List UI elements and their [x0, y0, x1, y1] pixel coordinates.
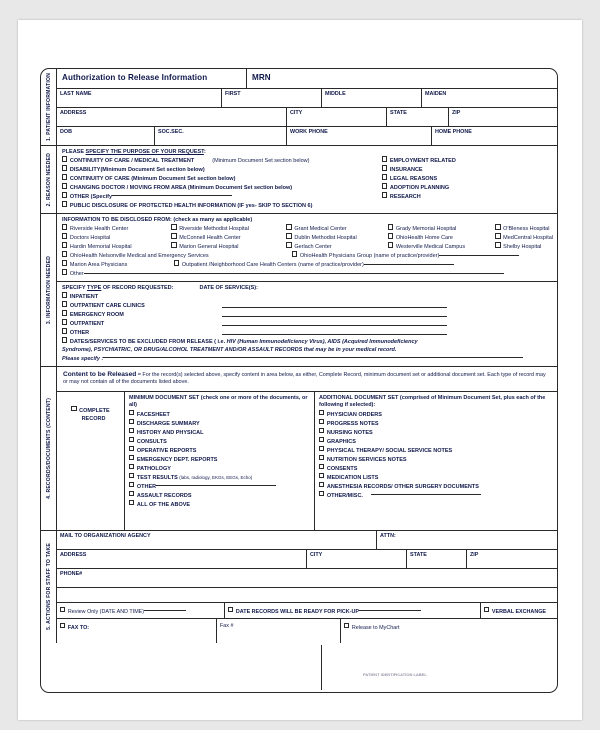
- field-mail-city[interactable]: CITY: [307, 550, 407, 568]
- section-1-side-label: 1. PATIENT INFORMATION: [41, 69, 57, 145]
- checkbox-icon[interactable]: [62, 328, 67, 333]
- reason-option[interactable]: INSURANCE: [382, 165, 532, 174]
- date-of-service-input[interactable]: [222, 301, 447, 308]
- document-option[interactable]: NUTRITION SERVICES NOTES: [319, 455, 553, 464]
- checkbox-icon[interactable]: [129, 410, 134, 415]
- section-information-needed: [41, 214, 557, 367]
- facility-option[interactable]: OhioHealth Home Care: [388, 233, 495, 242]
- option-release-mychart[interactable]: Release to MyChart: [341, 619, 400, 643]
- checkbox-icon[interactable]: [319, 428, 324, 433]
- other-facility-input[interactable]: [84, 273, 504, 274]
- section-reason-needed: [41, 146, 557, 214]
- checkbox-icon[interactable]: [62, 251, 67, 256]
- section-4-side-label: 4. RECORDS/DOCUMENTS (CONTENT): [41, 367, 57, 530]
- checkbox-icon[interactable]: [62, 233, 67, 238]
- document-option[interactable]: PATHOLOGY: [129, 464, 310, 473]
- checkbox-icon[interactable]: [319, 482, 324, 487]
- field-maiden-name[interactable]: MAIDEN: [425, 91, 447, 97]
- reason-option[interactable]: EMPLOYMENT RELATED: [382, 156, 532, 165]
- document-option[interactable]: OPERATIVE REPORTS: [129, 446, 310, 455]
- checkbox-icon[interactable]: [129, 500, 134, 505]
- field-first-name[interactable]: FIRST: [222, 89, 322, 107]
- checkbox-icon[interactable]: [129, 428, 134, 433]
- field-mail-address[interactable]: ADDRESS: [57, 550, 307, 568]
- record-type-option[interactable]: OTHER: [62, 328, 222, 337]
- record-type-heading: SPECIFY TYPE OF RECORD REQUESTED: DATE OF SERVICE(S):: [62, 285, 258, 292]
- reason-option[interactable]: LEGAL REASONS: [382, 174, 532, 183]
- checkbox-icon[interactable]: [319, 455, 324, 460]
- facility-option[interactable]: Doctors Hospital: [62, 233, 171, 242]
- section-2-side-label: 2. REASON NEEDED: [41, 146, 57, 213]
- complete-record-option[interactable]: COMPLETE RECORD: [57, 392, 125, 530]
- checkbox-icon[interactable]: [495, 242, 500, 247]
- exclusion-specify-input[interactable]: [103, 357, 523, 358]
- checkbox-icon[interactable]: [62, 269, 67, 274]
- checkbox-icon[interactable]: [319, 446, 324, 451]
- checkbox-icon[interactable]: [292, 251, 297, 256]
- document-page: [18, 20, 582, 720]
- checkbox-icon[interactable]: [495, 224, 500, 229]
- field-attn[interactable]: ATTN:: [380, 532, 396, 539]
- checkbox-icon[interactable]: [319, 491, 324, 496]
- checkbox-icon[interactable]: [171, 242, 176, 247]
- field-mail-phone[interactable]: PHONE#: [60, 570, 83, 577]
- checkbox-icon[interactable]: [129, 419, 134, 424]
- section-patient-information: [41, 69, 557, 146]
- checkbox-icon[interactable]: [62, 165, 67, 170]
- facility-option[interactable]: Marion General Hospital: [171, 242, 286, 251]
- review-only-input[interactable]: [144, 610, 186, 611]
- content-banner: Content to be Released = For the record(s) selected above, specify content in area below, as either, Complete Record, minimum document set or additional document set. Each type of record may or may not contain all of the documents listed above.: [63, 370, 546, 386]
- field-home-phone[interactable]: HOME PHONE: [435, 129, 472, 135]
- record-type-option[interactable]: OUTPATIENT: [62, 319, 222, 328]
- checkbox-icon[interactable]: [228, 607, 233, 612]
- facility-option[interactable]: OhioHealth Nelsonville Medical and Emergency Services: [62, 251, 292, 260]
- facility-option-other[interactable]: Other: [62, 269, 553, 278]
- checkbox-icon[interactable]: [382, 183, 387, 188]
- facility-option[interactable]: Riverside Health Center: [62, 224, 171, 233]
- checkbox-icon[interactable]: [62, 301, 67, 306]
- checkbox-icon[interactable]: [171, 233, 176, 238]
- field-mail-state[interactable]: STATE: [407, 550, 467, 568]
- checkbox-icon[interactable]: [62, 337, 67, 342]
- checkbox-icon[interactable]: [62, 242, 67, 247]
- option-review-only[interactable]: Review Only (DATE AND TIME): [57, 603, 225, 618]
- spacer-row: [57, 588, 557, 602]
- checkbox-icon[interactable]: [62, 310, 67, 315]
- document-option[interactable]: DISCHARGE SUMMARY: [129, 419, 310, 428]
- reason-option[interactable]: ADOPTION PLANNING: [382, 183, 532, 192]
- exclusion-specify: Please specify :: [62, 355, 553, 363]
- reason-option[interactable]: CONTINUITY OF CARE / MEDICAL TREATMENT (Minimum Document Set section below): [62, 156, 382, 165]
- checkbox-icon[interactable]: [382, 165, 387, 170]
- checkbox-icon[interactable]: [62, 260, 67, 265]
- document-option[interactable]: HISTORY AND PHYSICAL: [129, 428, 310, 437]
- document-option-other[interactable]: OTHER: [129, 482, 310, 491]
- patient-identification-label: PATIENT IDENTIFICATION LABEL: [363, 672, 427, 677]
- checkbox-icon[interactable]: [484, 607, 489, 612]
- document-option[interactable]: ASSAULT RECORDS: [129, 491, 310, 500]
- checkbox-icon[interactable]: [319, 410, 324, 415]
- document-option-other-misc[interactable]: OTHER/MISC.: [319, 491, 553, 500]
- document-option[interactable]: MEDICATION LISTS: [319, 473, 553, 482]
- checkbox-icon[interactable]: [62, 201, 67, 206]
- checkbox-icon[interactable]: [62, 156, 67, 161]
- field-work-phone[interactable]: WORK PHONE: [287, 127, 432, 145]
- reason-option[interactable]: CHANGING DOCTOR / MOVING FROM AREA (Minimum Document Set section below): [62, 183, 382, 192]
- checkbox-icon[interactable]: [129, 482, 134, 487]
- document-option[interactable]: ALL OF THE ABOVE: [129, 500, 310, 509]
- checkbox-icon[interactable]: [388, 242, 393, 247]
- date-ready-input[interactable]: [359, 610, 421, 611]
- document-option[interactable]: PROGRESS NOTES: [319, 419, 553, 428]
- section-actions-for-staff: [41, 531, 557, 643]
- physicians-group-input[interactable]: [439, 255, 519, 256]
- field-dob[interactable]: DOB: [57, 127, 155, 145]
- field-ssn[interactable]: SOC.SEC.: [155, 127, 287, 145]
- facility-option[interactable]: Grant Medical Center: [286, 224, 387, 233]
- additional-other-input[interactable]: [371, 494, 481, 495]
- field-city[interactable]: CITY: [287, 108, 387, 126]
- mrn-field[interactable]: MRN: [252, 73, 271, 82]
- facility-option[interactable]: MedCentral Hospital: [495, 233, 553, 242]
- field-fax-number[interactable]: Fax #: [217, 619, 341, 643]
- checkbox-icon[interactable]: [319, 464, 324, 469]
- checkbox-icon[interactable]: [286, 242, 291, 247]
- other-reason-input[interactable]: [112, 195, 232, 196]
- field-mail-zip[interactable]: ZIP: [470, 551, 479, 558]
- checkbox-icon[interactable]: [62, 192, 67, 197]
- section-5-side-label: 5. ACTIONS FOR STAFF TO TAKE: [41, 531, 57, 643]
- checkbox-icon[interactable]: [495, 233, 500, 238]
- checkbox-icon[interactable]: [62, 319, 67, 324]
- field-middle-name[interactable]: MIDDLE: [322, 89, 422, 107]
- facility-option[interactable]: Grady Memorial Hospital: [388, 224, 495, 233]
- document-option[interactable]: PHYSICAL THERAPY/ SOCIAL SERVICE NOTES: [319, 446, 553, 455]
- checkbox-icon[interactable]: [171, 224, 176, 229]
- checkbox-icon[interactable]: [174, 260, 179, 265]
- facility-option[interactable]: Shelby Hospital: [495, 242, 553, 251]
- checkbox-icon[interactable]: [62, 292, 67, 297]
- checkbox-icon[interactable]: [129, 455, 134, 460]
- checkbox-icon[interactable]: [129, 464, 134, 469]
- date-of-service-input[interactable]: [222, 328, 447, 335]
- checkbox-icon[interactable]: [129, 473, 134, 478]
- authorization-form: [40, 68, 558, 693]
- facility-option[interactable]: Riverside Methodist Hospital: [171, 224, 286, 233]
- field-state[interactable]: STATE: [387, 108, 449, 126]
- checkbox-icon[interactable]: [382, 174, 387, 179]
- document-option[interactable]: CONSULTS: [129, 437, 310, 446]
- minimum-other-input[interactable]: [156, 485, 276, 486]
- checkbox-icon[interactable]: [71, 406, 76, 411]
- checkbox-icon[interactable]: [344, 623, 349, 628]
- record-type-option[interactable]: EMERGENCY ROOM: [62, 310, 222, 319]
- checkbox-icon[interactable]: [129, 446, 134, 451]
- form-title: Authorization to Release Information: [57, 69, 247, 88]
- checkbox-icon[interactable]: [62, 174, 67, 179]
- document-option-test-results[interactable]: TEST RESULTS (labs, radiology, EKGs, EEGs, Echo): [129, 473, 310, 482]
- outpatient-centers-input[interactable]: [364, 264, 454, 265]
- section-records-documents: [41, 367, 557, 531]
- field-zip[interactable]: ZIP: [452, 110, 461, 116]
- exclusion-statement[interactable]: DATES/SERVICES TO BE EXCLUDED FROM RELEASE ( i.e. HIV (Human Immunodeficiency Virus), AIDS (Acquired Immunodeficiency: [62, 337, 553, 346]
- checkbox-icon[interactable]: [382, 156, 387, 161]
- checkbox-icon[interactable]: [388, 224, 393, 229]
- reason-option-public-disclosure[interactable]: PUBLIC DISCLOSURE OF PROTECTED HEALTH INFORMATION (IF yes- SKIP TO SECTION 6): [62, 201, 553, 210]
- checkbox-icon[interactable]: [382, 192, 387, 197]
- field-fax-to[interactable]: FAX TO:: [57, 619, 217, 643]
- additional-document-set: ADDITIONAL DOCUMENT SET (comprised of Minimum Document Set, plus each of the following if selected): PHYSICIAN ORDERS PROGRESS NOTES NURSING NOTES GRAPHICS PHYSICAL THERAPY/ SOCIAL SERVICE NOTES NUTRITION SERVICES NOTES CONSENTS MEDICATION LISTS ANESTHESIA RECORDS/ OTHER SURGERY DOCUMENTS OTHER/MISC.: [315, 392, 557, 530]
- section-3-side-label: 3. INFORMATION NEEDED: [41, 214, 57, 366]
- document-option[interactable]: ANESTHESIA RECORDS/ OTHER SURGERY DOCUMENTS: [319, 482, 553, 491]
- facility-option[interactable]: O'Bleness Hospital: [495, 224, 553, 233]
- document-option[interactable]: FACESHEET: [129, 410, 310, 419]
- facility-option[interactable]: Gerlach Center: [286, 242, 387, 251]
- minimum-document-set: MINIMUM DOCUMENT SET (check one or more of the documents, or all) FACESHEET DISCHARGE SUMMARY HISTORY AND PHYSICAL CONSULTS OPERATIVE REPORTS EMERGENCY DEPT. REPORTS PATHOLOGY TEST RESULTS (labs, radiology, EKGs, EEGs, Echo) OTHER ASSAULT RECORDS ALL OF THE ABOVE: [125, 392, 315, 530]
- reason-option[interactable]: CONTINUITY OF CARE (Minimum Document Set section below): [62, 174, 382, 183]
- field-address[interactable]: ADDRESS: [57, 108, 287, 126]
- date-of-service-input[interactable]: [222, 319, 447, 326]
- facility-row: [62, 224, 553, 251]
- document-option[interactable]: EMERGENCY DEPT. REPORTS: [129, 455, 310, 464]
- checkbox-icon[interactable]: [62, 183, 67, 188]
- disclosure-heading: INFORMATION TO BE DISCLOSED FROM: (check as many as applicable): [62, 217, 253, 224]
- document-option[interactable]: CONSENTS: [319, 464, 553, 473]
- reason-option-other[interactable]: OTHER (Specify: [62, 192, 382, 201]
- facility-option[interactable]: Dublin Methodist Hospital: [286, 233, 387, 242]
- facility-option-physicians-group[interactable]: OhioHealth Physicians Group (name of practice/provider): [292, 251, 519, 260]
- document-option[interactable]: PHYSICIAN ORDERS: [319, 410, 553, 419]
- checkbox-icon[interactable]: [62, 224, 67, 229]
- record-type-option[interactable]: OUTPATIENT CARE CLINICS: [62, 301, 222, 310]
- footer-divider: [321, 645, 322, 690]
- facility-option[interactable]: Hardin Memorial Hospital: [62, 242, 171, 251]
- checkbox-icon[interactable]: [129, 491, 134, 496]
- reason-option[interactable]: DISABILITY(Minimum Document Set section below): [62, 165, 382, 174]
- facility-option[interactable]: Marion Area Physicians: [62, 260, 174, 269]
- option-verbal-exchange[interactable]: VERBAL EXCHANGE: [481, 603, 546, 618]
- checkbox-icon[interactable]: [319, 473, 324, 478]
- document-option[interactable]: GRAPHICS: [319, 437, 553, 446]
- checkbox-icon[interactable]: [129, 437, 134, 442]
- facility-option[interactable]: McConnell Health Center: [171, 233, 286, 242]
- checkbox-icon[interactable]: [60, 623, 65, 628]
- checkbox-icon[interactable]: [319, 419, 324, 424]
- document-option[interactable]: NURSING NOTES: [319, 428, 553, 437]
- checkbox-icon[interactable]: [60, 607, 65, 612]
- checkbox-icon[interactable]: [388, 233, 393, 238]
- option-date-ready[interactable]: DATE RECORDS WILL BE READY FOR PICK-UP: [225, 603, 481, 618]
- reason-heading: PLEASE SPECIFY THE PURPOSE OF YOUR REQUEST:: [62, 149, 206, 155]
- facility-option[interactable]: Westerville Medical Campus: [388, 242, 495, 251]
- checkbox-icon[interactable]: [286, 224, 291, 229]
- record-type-option[interactable]: INPATIENT: [62, 292, 222, 301]
- checkbox-icon[interactable]: [319, 437, 324, 442]
- checkbox-icon[interactable]: [286, 233, 291, 238]
- facility-option-outpatient-centers[interactable]: Outpatient /Neighborhood Care Health Centers (name of practice/provider): [174, 260, 454, 269]
- field-last-name[interactable]: LAST NAME: [57, 89, 222, 107]
- date-of-service-input[interactable]: [222, 310, 447, 317]
- exclusion-statement-line2: Syndrome), PSYCHIATRIC, OR DRUG/ALCOHOL TREATMENT AND/OR ASSAULT RECORDS that may be in your medical record.: [62, 347, 397, 354]
- reason-option[interactable]: RESEARCH: [382, 192, 532, 201]
- field-mail-to-organization[interactable]: MAIL TO ORGANIZATION/ AGENCY: [57, 531, 377, 549]
